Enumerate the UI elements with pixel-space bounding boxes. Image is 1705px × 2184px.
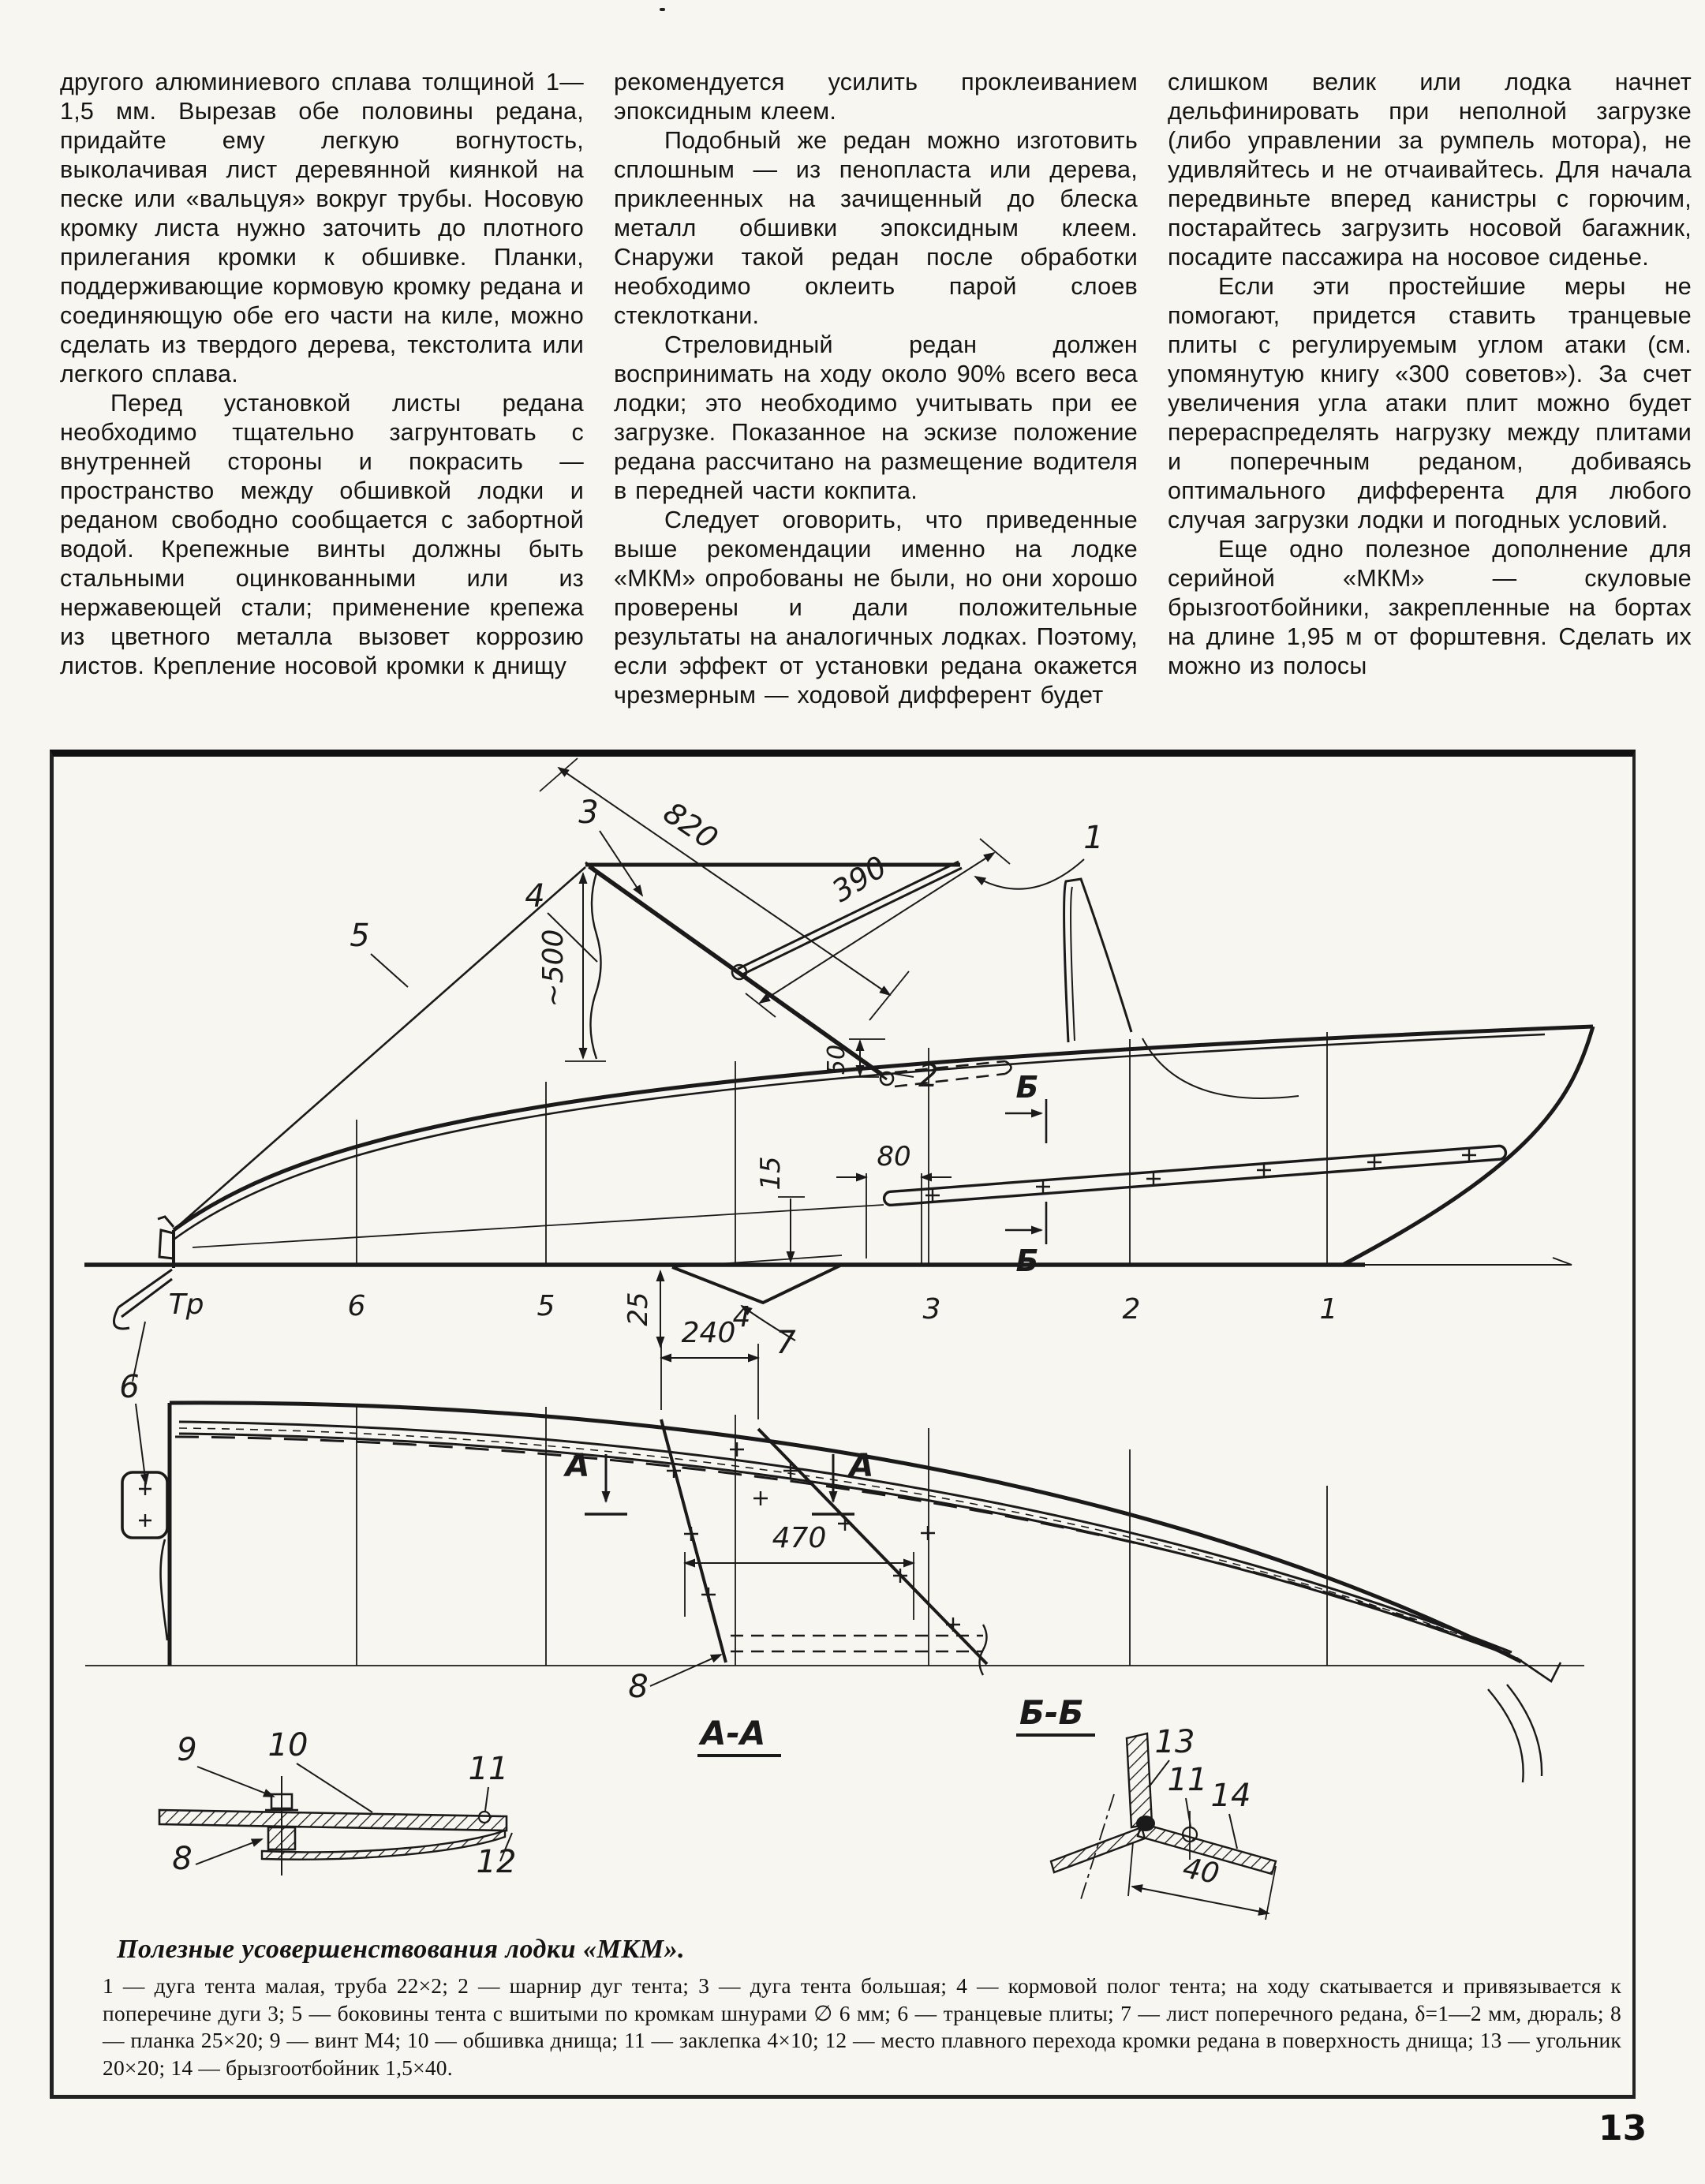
bolt-head: [268, 1827, 295, 1849]
callout-8-plan-group: [628, 1655, 721, 1705]
label-b-b: Б-Б: [1019, 1693, 1084, 1732]
side-view: [84, 879, 1593, 1333]
station-label-6: 6: [347, 1290, 366, 1322]
callout-1: 1: [1083, 820, 1104, 856]
article-text: [60, 68, 1692, 710]
dim-80-label: 80: [877, 1141, 911, 1172]
callout-8-detail: 8: [172, 1841, 193, 1877]
caption-title: Полезные усовершенствования лодки «МКМ».: [117, 1935, 686, 1964]
baseline-extension: [1365, 1258, 1572, 1265]
dim-15: [755, 1156, 805, 1262]
chine-line-side: [193, 1205, 884, 1247]
redan-side: [672, 1255, 842, 1303]
stem-lines-below: [1488, 1685, 1542, 1782]
section-b-marks: [1005, 1070, 1046, 1278]
dim-50-label: 50: [823, 1044, 851, 1075]
tent-side-edge: [174, 867, 585, 1230]
plan-view: [85, 1317, 1584, 1782]
dim-820-label: 820: [657, 795, 724, 856]
station-label-1: 1: [1319, 1293, 1338, 1326]
callout-13: 13: [1154, 1724, 1195, 1760]
tent-curtain-wavy-edge: [590, 873, 600, 1059]
bow-stem: [1343, 1027, 1593, 1265]
section-letter-b-upper: Б: [1015, 1070, 1039, 1105]
section-letter-a-right: А: [849, 1448, 874, 1484]
dim-25: [623, 1271, 660, 1347]
redan-plank-section: [159, 1810, 507, 1831]
callout-11-corner: 11: [1167, 1762, 1208, 1798]
callout-3: 3: [578, 795, 599, 831]
station-label-5: 5: [537, 1290, 555, 1322]
callout-4: 4: [525, 878, 545, 914]
paragraph: рекомендуется усилить проклеиванием эпоксидным клеем.: [614, 69, 1138, 125]
caption-legend: 1 — дуга тента малая, труба 22×2; 2 — шарнир дуг тента; 3 — дуга тента большая; 4 — кормовой полог тента; на ходу скатывается и привязывается к поперечине дуги 3; 5 — боковины тента с вшитыми по кромкам шнурами ∅ 6 мм; 6 — транцевые плиты; 7 — лист поперечного редана, δ=1—2 мм, дюраль; 8 — планка 25×20; 9 — винт М4; 10 — обшивка днища; 11 — заклепка 4×10; 12 — место плавного перехода кромки редана в поверхность днища; 13 — угольник 20×20; 14 — брызгоотбойник 1,5×40.: [103, 1973, 1621, 2080]
paragraph: другого алюминиевого сплава толщиной 1—1,5 мм. Вырезав обе половины редана, придайте ему легкую вогнутость, выколачивая лист деревянной киянкой на песке или «вальцуя» вокруг трубы. Носовую кромку листа нужно заточить до плотного прилегания кромки к обшивке. Планки, поддерживающие кормовую кромку редана и соединяющую обе его части на киле, можно сделать из твердого дерева, текстолита или легкого сплава.: [60, 69, 584, 387]
callout-11: 11: [468, 1751, 509, 1787]
dim-470: [685, 1522, 914, 1620]
boat-drawing: [54, 757, 1632, 2095]
paragraph: Следует оговорить, что приведенные выше рекомендации именно на лодке «МКМ» опробованы не были, но они хорошо проверены и дали положительные результаты на аналогичных лодках. Поэтому, если эффект от установки редана окажется чрезмерным — ходовой дифферент будет: [614, 507, 1138, 709]
spray-rail-side: [884, 1146, 1506, 1206]
paragraph: Стреловидный редан должен воспринимать на ходу около 90% всего веса лодки; это необходимо учитывать при ее загрузке. Показанное на эскизе положение редана рассчитано на размещение водителя в передней части кокпита.: [614, 331, 1138, 504]
text-column-2: [614, 68, 1138, 710]
strip-break-wavy: [980, 1625, 987, 1675]
section-title-labels: [697, 1693, 1095, 1756]
transom-plate-plan: [119, 1322, 167, 1640]
station-label-tr: Тр: [168, 1288, 204, 1321]
tent-callouts: [350, 795, 1103, 1094]
stem-plan: [1516, 1658, 1561, 1681]
callout-14: 14: [1210, 1778, 1251, 1814]
section-letter-b-lower: Б: [1015, 1243, 1039, 1278]
callout-9: 9: [177, 1732, 197, 1768]
spray-rail-plan-upper: [179, 1422, 1512, 1652]
detail-a-a: [159, 1727, 516, 1880]
callout-5: 5: [350, 918, 370, 954]
plan-station-lines: [357, 1404, 1327, 1666]
spray-rail-rivet-line: [179, 1428, 1511, 1654]
detail-b-b: [1051, 1724, 1276, 1920]
chine-plan-dashed: [175, 1437, 1507, 1654]
text-column-1: [60, 68, 584, 710]
paragraph: Перед установкой листы редана необходимо тщательно загрунтовать с внутренней стороны и покрасить — пространство между обшивкой лодки и реданом свободно сообщается с забортной водой. Крепежные винты должны быть стальными оцинкованными или из нержавеющей стали; применение крепежа из цветного металла вызовет коррозию листов. Крепление носовой кромки к днищу: [60, 390, 584, 679]
callout-10: 10: [267, 1727, 308, 1763]
callout-7: 7: [776, 1325, 796, 1361]
figure-caption: [103, 1935, 1621, 2081]
rolled-tent-cap: [1005, 1061, 1011, 1074]
callout-2: 2: [918, 1058, 939, 1094]
hull-side-section: [1127, 1733, 1152, 1827]
dim-80: [836, 1141, 952, 1266]
transom-plate-side: [114, 1217, 174, 1329]
dim-25-label: 25: [623, 1292, 654, 1326]
dim-40-label: 40: [1180, 1852, 1222, 1891]
callout-6: 6: [119, 1369, 140, 1405]
spray-rail-plan-lower: [179, 1434, 1510, 1655]
dim-390-label: 390: [825, 849, 893, 909]
text-column-3: [1168, 68, 1692, 710]
station-label-3: 3: [922, 1293, 941, 1326]
dim-15-label: 15: [755, 1156, 787, 1191]
redan-strip-dashed: [731, 1636, 983, 1651]
corner-rivet-blob: [1136, 1816, 1155, 1831]
callout-12: 12: [476, 1844, 517, 1880]
page-number: 13: [1598, 2108, 1647, 2148]
paragraph: Если эти простейшие меры не помогают, придется ставить транцевые плиты с регулируемым углом атаки (см. упомянутую книгу «300 советов»). За счет увеличения угла атаки плит можно будет перераспределять нагрузку между плитами и поперечным реданом, добиваясь оптимального дифферента для любого случая загрузки лодки и погодных условий.: [1168, 273, 1692, 533]
paragraph: Подобный же редан можно изготовить сплошным — из пенопласта или дерева, приклеенных на зачищенный до блеска металл обшивки эпоксидным клеем. Снаружи такой редан после обработки необходимо оклеить парой слоев стеклоткани.: [614, 127, 1138, 329]
station-labels: [169, 1288, 1338, 1333]
dim-470-label: 470: [772, 1522, 827, 1554]
bottom-skin-section: [262, 1831, 505, 1860]
station-label-2: 2: [1122, 1293, 1141, 1326]
paragraph: Еще одно полезное дополнение для серийной «МКМ» — скуловые брызгоотбойники, закрепленные на бортах на длине 1,95 м от форштевня. Сделать их можно из полосы: [1168, 536, 1692, 679]
scan-speck: [660, 8, 665, 11]
callout-8-plan: 8: [628, 1669, 649, 1705]
section-letter-a-left: А: [565, 1448, 590, 1484]
windshield-inner: [1071, 887, 1075, 1041]
dim-500-label: ~500: [537, 929, 570, 1008]
paragraph: слишком велик или лодка начнет дельфинировать при неполной загрузке (либо управлении за румпель мотора), не удивляйтесь и не отчаивайтесь. Для начала передвиньте вперед канистры с горючим, постарайтесь загрузить носовой багажник, посадите пассажира на носовое сиденье.: [1168, 69, 1692, 271]
figure-frame: [50, 750, 1636, 2099]
rivet-marks-side: [925, 1148, 1476, 1202]
dim-240-label: 240: [681, 1317, 736, 1349]
label-a-a: А-А: [701, 1714, 766, 1752]
station-label-4: 4: [732, 1301, 751, 1333]
